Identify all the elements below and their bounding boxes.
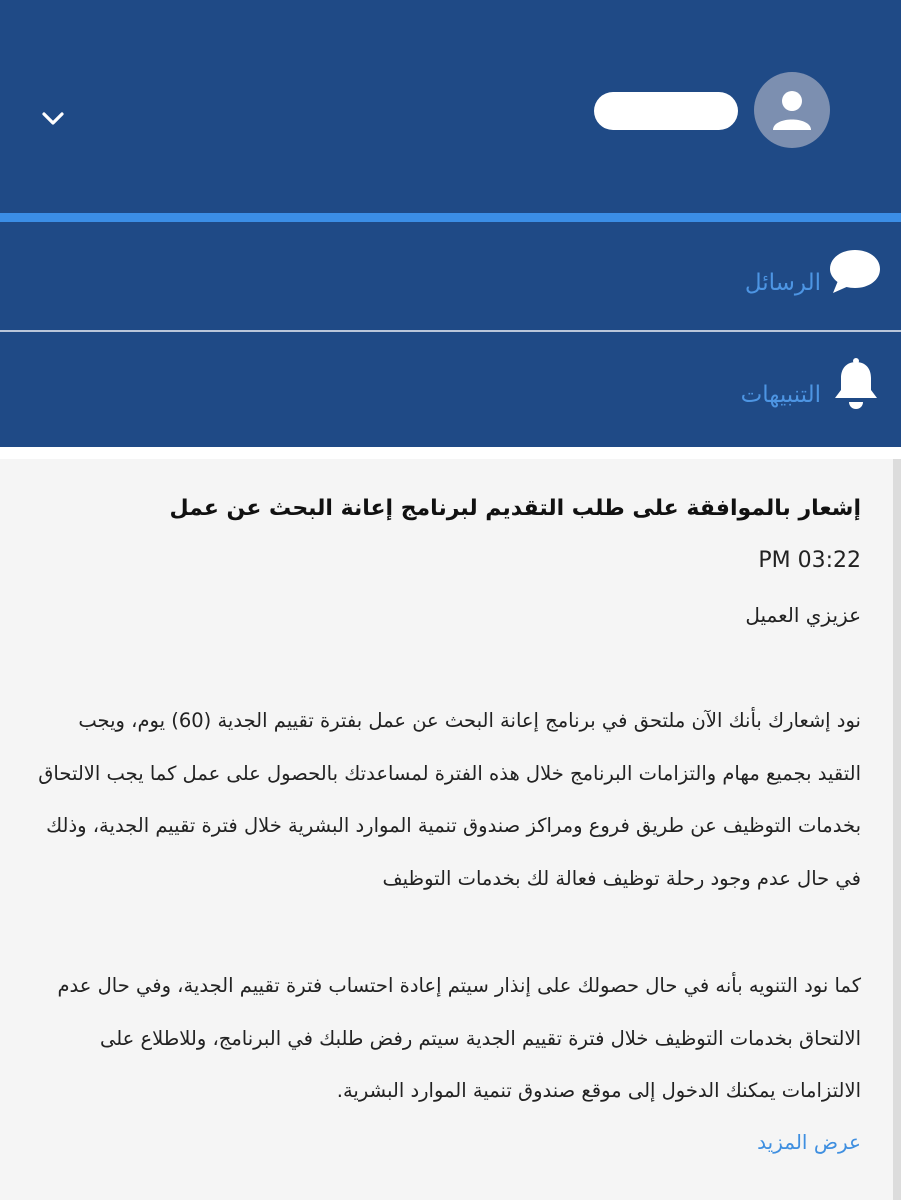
user-name-field [594, 92, 738, 130]
chevron-down-icon [38, 104, 68, 134]
card-scroll-edge [893, 459, 901, 1200]
show-more-link[interactable]: عرض المزيد [757, 1130, 861, 1154]
notification-title: إشعار بالموافقة على طلب التقديم لبرنامج إعانة البحث عن عمل [169, 496, 861, 521]
menu-item-messages[interactable] [0, 222, 901, 330]
alerts-label: التنبيهات [740, 382, 821, 408]
chat-bubble-icon [828, 246, 882, 296]
header-accent-bar [0, 213, 901, 222]
app-header [0, 0, 901, 213]
user-icon [754, 72, 830, 148]
notification-time: PM 03:22 [758, 548, 861, 573]
messages-label: الرسائل [744, 270, 821, 296]
notification-greeting: عزيزي العميل [745, 603, 861, 627]
notification-paragraph-1: نود إشعارك بأنك الآن ملتحق في برنامج إعانة البحث عن عمل بفترة تقييم الجدية (60) يوم، ويجب التقيد بجميع مهام والتزامات البرنامج خلال هذه الفترة لمساعدتك بالحصول على عمل كما يجب الالتحاق بخدمات التوظيف عن طريق فروع ومراكز صندوق تنمية الموارد البشرية خلال فترة تقييم الجدية، وذلك في حال عدم وجود رحلة توظيف فعالة لك بخدمات التوظيف [38, 709, 861, 890]
bell-icon [832, 356, 880, 412]
menu-item-alerts[interactable] [0, 332, 901, 447]
notification-paragraph-2: كما نود التنويه بأنه في حال حصولك على إنذار سيتم إعادة احتساب فترة تقييم الجدية، وفي حال عدم الالتحاق بخدمات التوظيف خلال فترة تقييم الجدية سيتم رفض طلبك في البرنامج، وللاطلاع على الالتزامات يمكنك الدخول إلى موقع صندوق تنمية الموارد البشرية. [57, 974, 861, 1102]
avatar[interactable] [754, 72, 830, 148]
account-dropdown-toggle[interactable] [38, 104, 68, 134]
